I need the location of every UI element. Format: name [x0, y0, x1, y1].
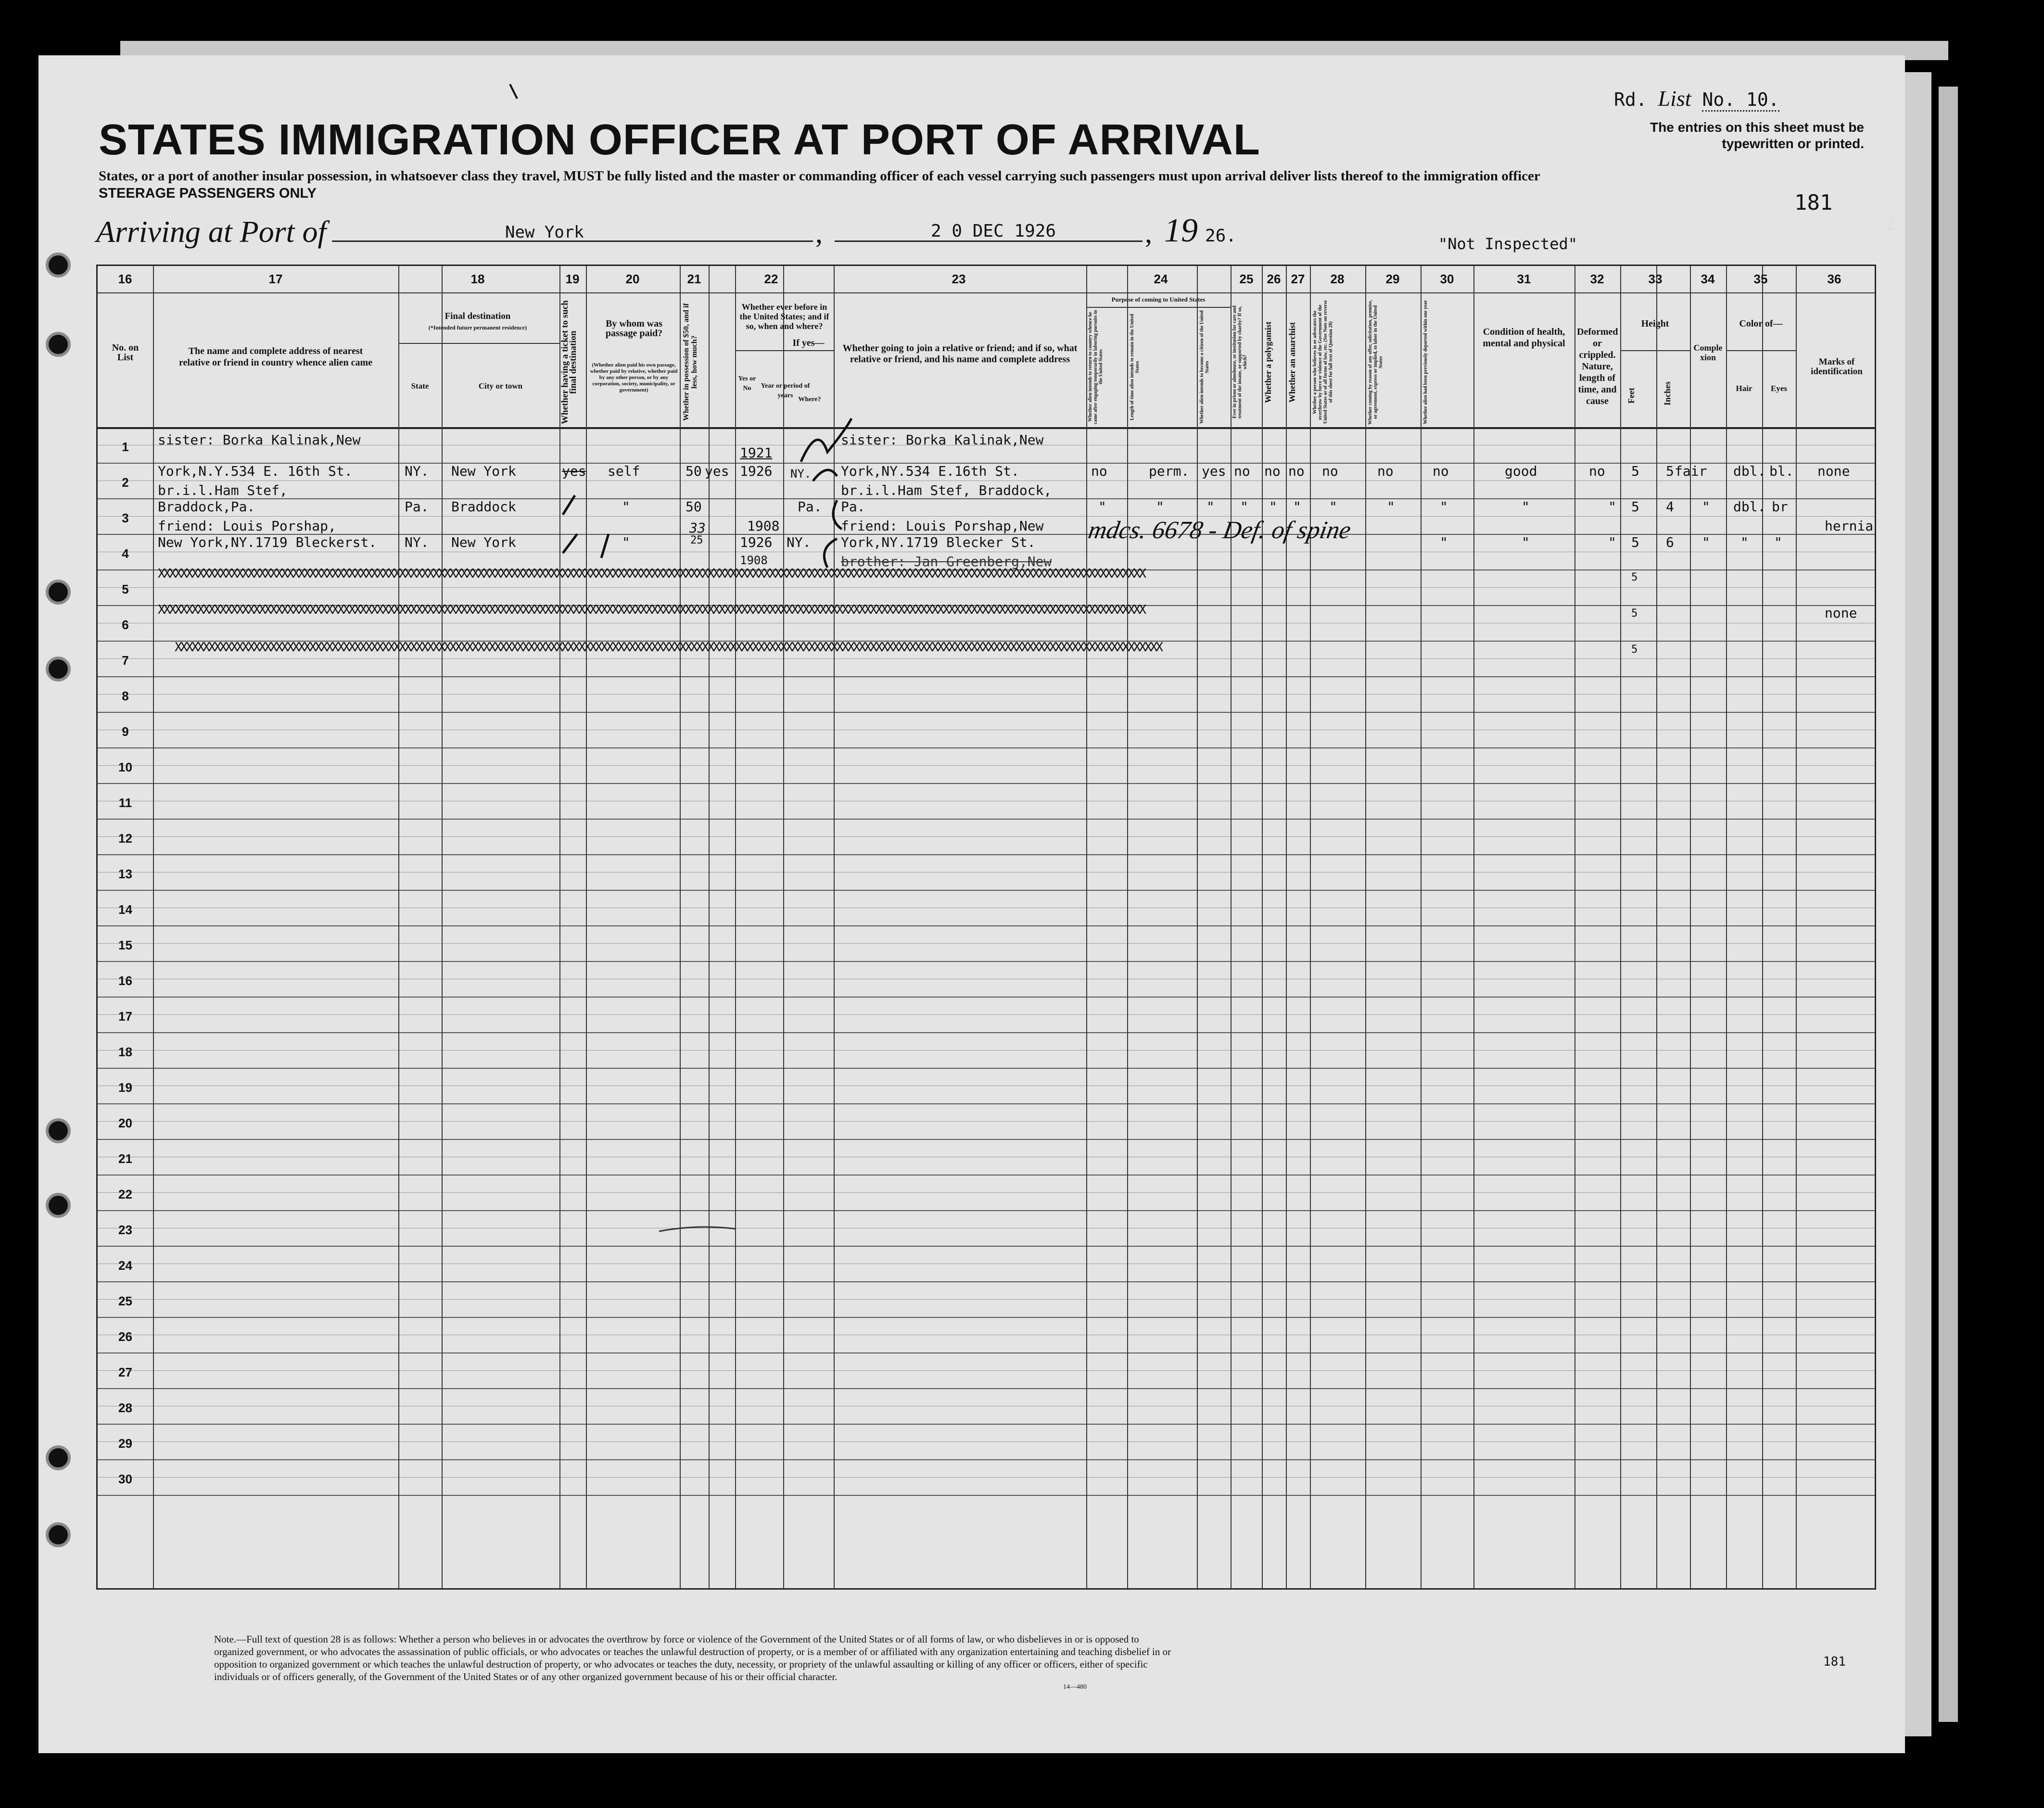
r6-feet: 5: [1631, 644, 1638, 656]
header-divider: [98, 292, 1875, 293]
r2-state: Pa.: [405, 499, 429, 515]
r3-money-b: 25: [690, 534, 703, 546]
row-midline: [98, 1014, 1875, 1015]
row-number: 2: [122, 475, 129, 490]
r1-year-b: 1926: [740, 463, 773, 479]
row-line: [98, 1459, 1875, 1460]
row-line: [98, 1139, 1875, 1140]
binder-hole: [46, 1193, 71, 1218]
row-number: 13: [118, 867, 132, 881]
row-line: [98, 1495, 1875, 1496]
r1-health: good: [1505, 463, 1537, 479]
page-title: STATES IMMIGRATION OFFICER AT PORT OF ARRIVAL: [99, 116, 1260, 164]
r3-inches: 6: [1666, 534, 1674, 550]
col-num-25: 25: [1239, 272, 1254, 286]
r2-feet: 5: [1631, 499, 1639, 515]
hdr-hair: Hair: [1736, 384, 1752, 393]
hdr-purpose: Purpose of coming to United States: [1111, 296, 1206, 303]
col-divider: [1421, 266, 1422, 1588]
row-number: 24: [118, 1258, 132, 1273]
r2-eyes: br: [1772, 499, 1788, 515]
row-number: 1: [122, 440, 129, 454]
col-divider: [1310, 266, 1311, 1588]
col-num-21: 21: [687, 272, 701, 286]
row-number: 4: [122, 546, 129, 561]
r2-ditto-health: ": [1522, 499, 1530, 515]
row-number: 15: [118, 938, 132, 952]
r1-passage-paid: self: [608, 463, 640, 479]
col-divider: [1286, 266, 1287, 1588]
port-value: New York: [505, 223, 584, 242]
r3-join-line1: friend: Louis Porshap,New: [841, 518, 1044, 534]
hdr-if-yes: If yes—: [792, 338, 825, 348]
row-midline: [98, 765, 1875, 766]
hdr-passage-paid: By whom was passage paid?: [605, 318, 663, 339]
row-line: [98, 676, 1875, 677]
not-inspected-stamp: "Not Inspected": [1438, 235, 1577, 253]
row-midline: [98, 1370, 1875, 1371]
row-number: 7: [122, 653, 129, 668]
typewritten-notice: The entries on this sheet must be typewritten or printed.: [1650, 120, 1864, 151]
r4-year: 1908: [740, 554, 768, 567]
r1-money: 50: [686, 463, 702, 479]
sub-divider: [1620, 350, 1690, 351]
r3-where: NY.: [787, 534, 811, 550]
r2-ditto-length: ": [1156, 499, 1164, 515]
r3-handwritten-annotation: mdcs. 6678 - Def. of spine: [1086, 517, 1353, 544]
hdr-color-of: Color of—: [1739, 318, 1783, 329]
list-number: [1614, 86, 1779, 111]
r3-ditto-deformed: ": [1608, 534, 1616, 550]
bottom-stamp-number: 181: [1823, 1655, 1846, 1669]
binder-hole: [46, 580, 71, 605]
r1-return: no: [1091, 463, 1107, 479]
steerage-label: STEERAGE PASSENGERS ONLY: [99, 186, 317, 201]
hdr-where: Where?: [798, 396, 821, 403]
r1-deformed: no: [1589, 463, 1605, 479]
row-number: 21: [118, 1151, 132, 1166]
arriving-label: Arriving at Port of: [96, 215, 327, 249]
binder-hole: [46, 253, 71, 278]
r2-join-line1: br.i.l.Ham Stef, Braddock,: [841, 482, 1052, 498]
col-num-32: 32: [1590, 272, 1604, 286]
r2-ditto-complexion: ": [1702, 499, 1710, 515]
r1-labor-offer: no: [1377, 463, 1394, 479]
row-line: [98, 1388, 1875, 1389]
row-number: 29: [118, 1436, 132, 1451]
hdr-ticket: Whether having a ticket to such final destination: [560, 300, 578, 424]
row-number: 11: [118, 796, 132, 810]
r3-relative-line1: friend: Louis Porshap,: [158, 518, 336, 534]
row-line: [98, 1068, 1875, 1069]
row-midline: [98, 658, 1875, 659]
r1-deported: no: [1433, 463, 1449, 479]
r1-length: perm.: [1149, 463, 1190, 479]
row-line: [98, 1317, 1875, 1318]
r3-relative-line2: New York,NY.1719 Bleckerst.: [158, 534, 377, 550]
row-line: [98, 890, 1875, 891]
r2-ditto-anarch: ": [1293, 499, 1301, 515]
r1-city: New York: [451, 463, 516, 479]
col-num-28: 28: [1330, 272, 1345, 286]
row-midline: [98, 1441, 1875, 1442]
r3-passage-paid: ": [622, 534, 630, 550]
row-line: [98, 1281, 1875, 1282]
hdr-feet: Feet: [1626, 388, 1636, 404]
r3-join-line2: York,NY.1719 Blecker St.: [841, 534, 1036, 550]
row-number: 30: [118, 1472, 132, 1486]
r2-relative-line2: Braddock,Pa.: [158, 499, 255, 515]
row-number: 6: [122, 618, 129, 632]
col-divider: [442, 266, 443, 1588]
binder-hole: [46, 1445, 71, 1470]
col-divider: [1620, 266, 1621, 1588]
col-divider: [153, 266, 154, 1588]
row-line: [98, 854, 1875, 855]
col-num-19: 19: [565, 272, 580, 286]
col-num-30: 30: [1440, 272, 1454, 286]
sub-divider: [735, 350, 834, 351]
col-divider: [1473, 266, 1474, 1588]
row-midline: [98, 1477, 1875, 1478]
row-line: [98, 1424, 1875, 1425]
row-midline: [98, 836, 1875, 837]
col-num-26: 26: [1267, 272, 1281, 286]
r1-anarchist: no: [1288, 463, 1305, 479]
r2-ditto-c29: ": [1387, 499, 1395, 515]
arrival-date: 2 0 DEC 1926: [931, 221, 1056, 241]
hdr-overthrow: Whether a person who believes in or advocates the overthrow by force or violence of the Government of the United States or of all forms of law, etc. (See Note on reverse of this sheet for full text of Question 28): [1312, 300, 1333, 424]
hdr-years: Year or period of years: [761, 382, 810, 399]
hdr-inches: Inches: [1663, 381, 1672, 406]
row-number: 28: [118, 1401, 132, 1415]
page-stamp-number: 181: [1794, 190, 1833, 215]
r2-ditto-c30: ": [1440, 499, 1448, 515]
row-line: [98, 1246, 1875, 1247]
r1-feet: 5: [1631, 463, 1639, 479]
col-divider: [1086, 266, 1087, 1588]
col-num-27: 27: [1291, 272, 1305, 286]
binder-hole: [46, 1522, 71, 1547]
hdr-ever-before: Whether ever before in the United States; and if so, when and where?: [739, 302, 829, 331]
col-divider: [1262, 266, 1263, 1588]
sub-divider: [398, 343, 559, 344]
row-number: 10: [118, 760, 132, 774]
row-number: 12: [118, 831, 132, 846]
r1-state: NY.: [405, 463, 429, 479]
row-line: [98, 1175, 1875, 1176]
r4-join-struck: brother: Jan Greenberg,New: [841, 554, 1052, 569]
hdr-length-stay: Length of time alien intends to remain in the United States: [1130, 314, 1140, 420]
col-num-31: 31: [1517, 272, 1531, 286]
sub-divider: [1086, 307, 1231, 308]
row-number: 27: [118, 1365, 132, 1379]
binder-hole: [46, 1118, 71, 1143]
r1-year-a: 1921: [740, 445, 773, 461]
r1-citizen: yes: [1202, 463, 1226, 479]
col-num-18: 18: [470, 272, 485, 286]
r3-ditto-hair: ": [1740, 534, 1749, 550]
row-number: 23: [118, 1223, 132, 1237]
r3-year-a: 1908: [747, 518, 780, 534]
row-midline: [98, 1192, 1875, 1193]
row-number: 19: [118, 1080, 132, 1095]
r1-inches: 5: [1666, 463, 1674, 479]
row-line: [98, 1210, 1875, 1211]
r1-overthrow: no: [1322, 463, 1338, 479]
row-line: [98, 997, 1875, 998]
r2-passage-paid: ": [622, 499, 630, 515]
col-num-22: 22: [764, 272, 778, 286]
hdr-eyes: Eyes: [1771, 384, 1787, 393]
row-number: 5: [122, 582, 129, 596]
row-midline: [98, 516, 1875, 517]
col-num-29: 29: [1385, 272, 1400, 286]
hdr-intends-citizen: Whether alien intends to become a citizen of the United States: [1199, 310, 1210, 424]
col-num-36: 36: [1827, 272, 1841, 286]
year-prefix: 19: [1164, 212, 1198, 249]
r3-ditto-c30: ": [1440, 534, 1448, 550]
hdr-deformed: Deformed or crippled. Nature, length of time, and cause: [1577, 327, 1618, 406]
r2-where: Pa.: [798, 499, 822, 515]
row-number: 3: [122, 511, 129, 525]
r2-money: 50: [686, 499, 702, 515]
r2-ditto-citizen: ": [1206, 499, 1215, 515]
r1-relative-line1: sister: Borka Kalinak,New: [158, 432, 361, 448]
row-midline: [98, 694, 1875, 695]
hdr-passage-paid-sub: (Whether alien paid his own passage, whether paid by relative, whether paid by any other person, or by any corporation, society, municipality, or government): [590, 362, 678, 393]
row-number: 18: [118, 1045, 132, 1059]
stacked-page-edge: [1939, 87, 1958, 1722]
r2-join-line2: Pa.: [841, 499, 865, 515]
row-number: 8: [122, 689, 129, 703]
hdr-deported: Whether alien had been previously deported within one year: [1423, 300, 1428, 424]
hdr-final-destination-sub: (*Intended future permanent residence): [428, 324, 527, 331]
col-divider: [559, 266, 560, 1588]
row-line: [98, 961, 1875, 962]
comma: ,: [1145, 217, 1152, 249]
col-divider: [1574, 266, 1575, 1588]
r1-relative-line2: York,N.Y.534 E. 16th St.: [158, 463, 353, 479]
r3-feet: 5: [1631, 534, 1639, 550]
hdr-relative-address: The name and complete address of nearest relative or friend in country whence alien came: [179, 346, 372, 368]
hdr-final-destination: Final destination: [444, 311, 511, 321]
hdr-marks: Marks of identification: [1811, 357, 1863, 377]
row-number: 17: [118, 1009, 132, 1024]
col-num-33: 33: [1648, 272, 1663, 286]
col-divider: [1365, 266, 1366, 1588]
hdr-height: Height: [1641, 318, 1669, 329]
r1-hair: dbl.: [1733, 463, 1766, 479]
list-label: List: [1658, 86, 1691, 111]
r2-ditto-deformed: ": [1608, 499, 1616, 515]
r1-complexion: fair: [1675, 463, 1707, 479]
r1-polygamist: no: [1264, 463, 1281, 479]
r2-hair: dbl.: [1733, 499, 1766, 515]
r1-ever-before: yes: [705, 463, 729, 479]
r3-state: NY.: [405, 534, 429, 550]
row-line: [98, 712, 1875, 713]
r3-city: New York: [451, 534, 516, 550]
col-divider: [834, 266, 835, 1588]
binder-hole: [46, 332, 71, 357]
r5-feet: 5: [1631, 607, 1638, 620]
r6-strikeout: XXXXXXXXXXXXXXXXXXXXXXXXXXXXXXXXXXXXXXXXXXXXXXXXXXXXXXXXXXXXXXXXXXXXXXXXXXXXXXXXXXXXXXXXXXXXXXXXXXXXXXXXXXXXXXXXXXXXXXXXXXXXXXXXXXXXXXXXXXXXXXXXXXXXXXXXXXXXXXXXXXXXXXXXXXXXXXXX: [175, 640, 1161, 655]
r3-marks: hernia: [1825, 518, 1874, 534]
row-midline: [98, 943, 1875, 944]
col-num-20: 20: [625, 272, 640, 286]
comma: ,: [815, 217, 823, 249]
hdr-health: Condition of health, mental and physical: [1483, 327, 1565, 349]
sub-divider: [1726, 350, 1796, 351]
col-divider: [735, 266, 736, 1588]
col-divider: [680, 266, 681, 1588]
hdr-city: City or town: [478, 381, 523, 391]
row-midline: [98, 1299, 1875, 1300]
row-number: 16: [118, 974, 132, 988]
r2-ditto-return: ": [1098, 499, 1106, 515]
col-divider: [398, 266, 399, 1588]
row-line: [98, 747, 1875, 748]
row-line: [98, 1032, 1875, 1033]
year-suffix: 26.: [1205, 226, 1237, 246]
row-midline: [98, 480, 1875, 481]
r2-inches: 4: [1666, 499, 1674, 515]
hdr-yes-no: Yes or No: [738, 375, 756, 392]
header-bottom: [98, 427, 1875, 429]
col-divider: [783, 266, 784, 1588]
col-divider: [1197, 266, 1198, 1588]
row-number: 22: [118, 1187, 132, 1201]
col-divider: [1656, 266, 1657, 1588]
r1-prison: no: [1234, 463, 1250, 479]
col-num-35: 35: [1753, 272, 1768, 286]
r1-join-line2: York,NY.534 E.16th St.: [841, 463, 1019, 479]
r2-relative-line1: br.i.l.Ham Stef,: [158, 482, 288, 498]
form-number: 14—480: [1063, 1683, 1087, 1691]
hdr-labor-offer: Whether coming by reason of any offer, solicitation, promise, or agreement, express or implied, to labor in the United States: [1368, 300, 1384, 425]
r1-ticket: yes: [562, 463, 586, 479]
r1-where: NY.: [790, 467, 812, 480]
binder-hole: [46, 657, 71, 682]
stacked-page-edge: [1903, 72, 1931, 1736]
hdr-prison: Ever in prison or almshouse, or institution for care and treatment of the insane, or supported by charity? If so, which?: [1232, 305, 1248, 419]
row-line: [98, 1103, 1875, 1104]
r1-marks: none: [1817, 463, 1850, 479]
row-line: [98, 783, 1875, 784]
r4-feet: 5: [1631, 571, 1638, 583]
hdr-join-relative: Whether going to join a relative or friend; and if so, what relative or friend, and his name and complete address: [842, 343, 1078, 365]
col-divider: [1127, 266, 1128, 1588]
hdr-anarchist: Whether an anarchist: [1287, 322, 1297, 403]
hdr-state: State: [411, 381, 429, 391]
row-line: [98, 819, 1875, 820]
row-number: 26: [118, 1329, 132, 1344]
row-number: 9: [122, 724, 129, 739]
underlying-page-number: 2: [1886, 212, 1895, 234]
r3-ditto-eyes: ": [1774, 534, 1782, 550]
col-num-16: 16: [118, 272, 132, 286]
col-num-34: 34: [1701, 272, 1715, 286]
instructions-text: States, or a port of another insular possession, in whatsoever class they travel, MUST be fully listed and the master or commanding officer of each vessel carrying such passengers must upon arrival deliver lists thereof to the immigration officer: [99, 168, 1540, 184]
r4-strikeout: XXXXXXXXXXXXXXXXXXXXXXXXXXXXXXXXXXXXXXXXXXXXXXXXXXXXXXXXXXXXXXXXXXXXXXXXXXXXXXXXXXXXXXXXXXXXXXXXXXXXXXXXXXXXXXXXXXXXXXXXXXXXXXXXXXXXXXXXXXXXXXXXXXXXXXXXXXXXXXXXXXXXXXXXXXXXXXXX: [158, 567, 1144, 581]
r2-ditto-prison: ": [1240, 499, 1248, 515]
row-midline: [98, 1121, 1875, 1122]
col-divider: [1726, 266, 1727, 1588]
r5-marks: none: [1825, 605, 1857, 621]
r3-money-a: 33: [689, 520, 706, 536]
question-28-note: Note.—Full text of question 28 is as follows: Whether a person who believes in or advocates the overthrow by force or violence of the Government of the United States or of all forms of law, or who disbelieves in or is opposed to organized government, or who advocates the assassination of public officials, or who advocates or teaches the unlawful destruction of property, or is a member of or affiliated with any organization entertaining and teaching disbelief in or opposition to organized government or which teaches the unlawful destruction of property, or who advocates or teaches the duty, necessity, or propriety of the unlawful assaulting or killing of any officer or officers, either of specific individuals or of officers generally, of the Government of the United States or of any other organized government because of his or their official character.: [214, 1633, 1171, 1682]
r5-strikeout: XXXXXXXXXXXXXXXXXXXXXXXXXXXXXXXXXXXXXXXXXXXXXXXXXXXXXXXXXXXXXXXXXXXXXXXXXXXXXXXXXXXXXXXXXXXXXXXXXXXXXXXXXXXXXXXXXXXXXXXXXXXXXXXXXXXXXXXXXXXXXXXXXXXXXXXXXXXXXXXXXXXXXXXXXXXXXXXX: [158, 603, 1144, 617]
row-line: [98, 925, 1875, 926]
col-num-17: 17: [268, 272, 283, 286]
col-num-24: 24: [1154, 272, 1168, 286]
r1-eyes: bl.: [1769, 463, 1794, 479]
r2-ditto-c28: ": [1329, 499, 1337, 515]
list-number-value: No. 10.: [1702, 89, 1779, 112]
hdr-intends-return: Whether alien intends to return to country whence he came after engaging temporarily in laboring pursuits in the United States: [1088, 310, 1104, 424]
hdr-polygamist: Whether a polygamist: [1263, 321, 1273, 403]
hdr-no-on-list: No. on List: [112, 342, 139, 363]
r3-ditto-health: ": [1522, 534, 1530, 550]
row-number: 20: [118, 1116, 132, 1130]
manifest-table: [96, 265, 1876, 1590]
row-number: 25: [118, 1294, 132, 1308]
r2-city: Braddock: [451, 499, 516, 515]
r3-year-b: 1926: [740, 534, 773, 550]
col-num-23: 23: [952, 272, 966, 286]
hdr-complexion: Complexion: [1693, 343, 1723, 362]
row-midline: [98, 587, 1875, 588]
r2-ditto-poly: ": [1269, 499, 1277, 515]
r1-join-line1: sister: Borka Kalinak,New: [841, 432, 1044, 448]
col-divider: [1796, 266, 1797, 1588]
row-number: 14: [118, 902, 132, 917]
r3-ditto-complexion: ": [1702, 534, 1710, 550]
rd-prefix: Rd.: [1614, 89, 1647, 110]
hdr-money: Whether in possession of $50, and if less, how much?: [682, 303, 698, 421]
